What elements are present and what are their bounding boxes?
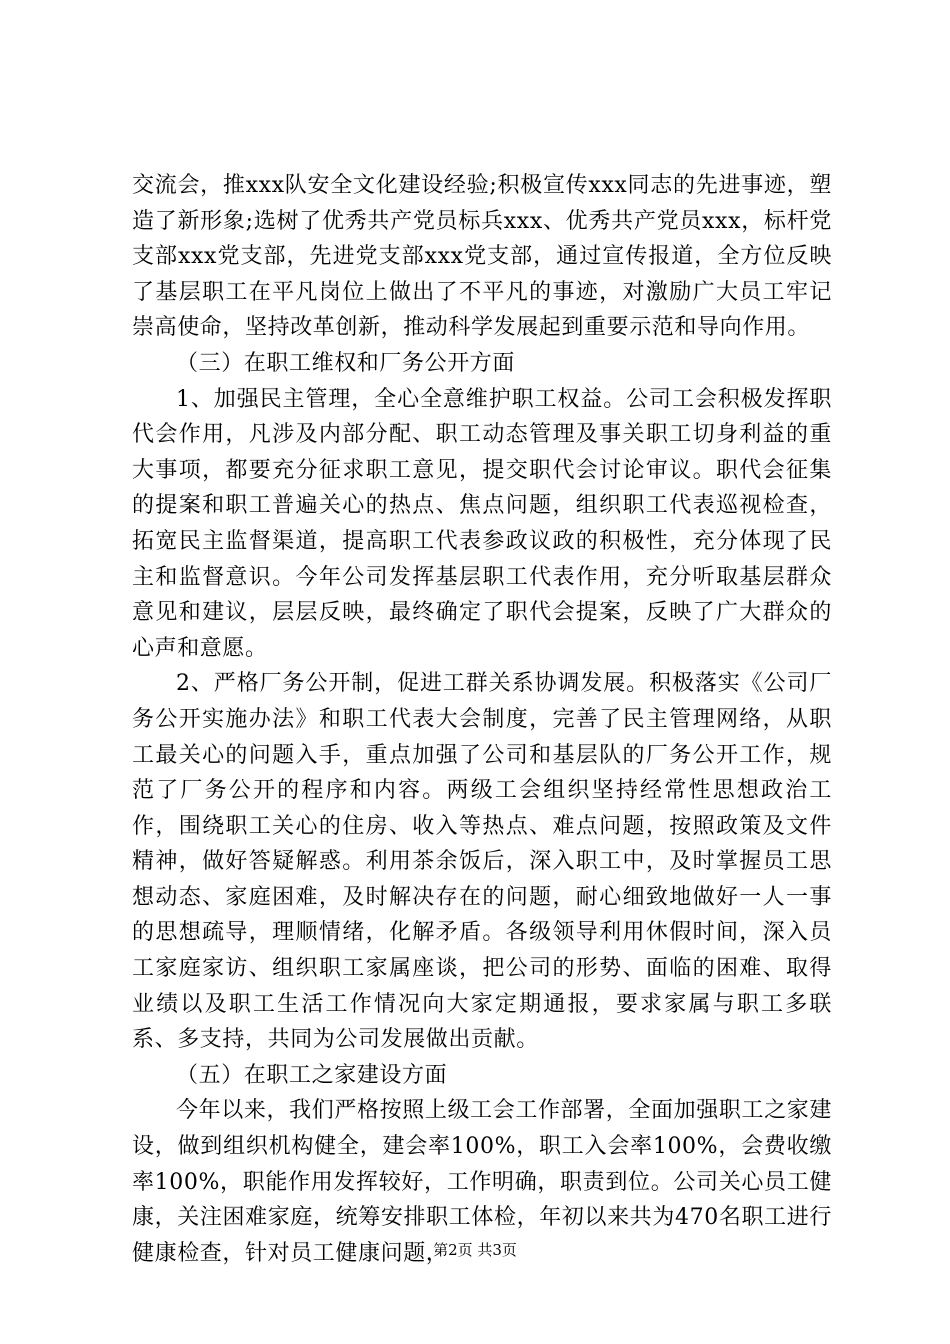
paragraph-factory-affairs: 2、严格厂务公开制，促进工群关系协调发展。积极落实《公司厂务公开实施办法》和职工代表大会制度，完善了民主管理网络，从职工最关心的问题入手，重点加强了公司和基层队的厂务公开工作，规范了厂务公开的程序和内容。两级工会组织坚持经常性思想政治工作，围绕职工关心的住房、收入等热点、难点问题，按照政策及文件精神，做好答疑解惑。利用茶余饭后，深入职工中，及时掌握员工思想动态、家庭困难，及时解决存在的问题，耐心细致地做好一人一事的思想疏导，理顺情绪，化解矛盾。各级领导利用休假时间，深入员工家庭家访、组织职工家属座谈，把公司的形势、面临的困难、取得业绩以及职工生活工作情况向大家定期通报，要求家属与职工多联系、多支持，共同为公司发展做出贡献。: [132, 671, 832, 1053]
section-heading-3: （三）在职工维权和厂务公开方面: [176, 350, 516, 376]
paragraph-staff-home: 今年以来，我们严格按照上级工会工作部署，全面加强职工之家建设，做到组织机构健全，建会率100%，职工入会率100%，会费收缴率100%，职能作用发挥较好，工作明确，职责到位。公司关心员工健康，关注困难家庭，统筹安排职工体检，年初以来共为470名职工进行健康检查，针对员工健康问题，: [132, 1098, 832, 1266]
document-body: [132, 168, 832, 1271]
paragraph-democratic-management: 1、加强民主管理，全心全意维护职工权益。公司工会积极发挥职代会作用，凡涉及内部分配、职工动态管理及事关职工切身利益的重大事项，都要充分征求职工意见，提交职代会讨论审议。职代会征集的提案和职工普遍关心的热点、焦点问题，组织职工代表巡视检查，拓宽民主监督渠道，提高职工代表参政议政的积极性，充分体现了民主和监督意识。今年公司发挥基层职工代表作用，充分听取基层群众意见和建议，层层反映，最终确定了职代会提案，反映了广大群众的心声和意愿。: [132, 386, 832, 661]
paragraph-continuation: 交流会，推xxx队安全文化建设经验;积极宣传xxx同志的先进事迹，塑造了新形象;选树了优秀共产党员标兵xxx、优秀共产党员xxx，标杆党支部xxx党支部，先进党支部xxx党支部，通过宣传报道，全方位反映了基层职工在平凡岗位上做出了不平凡的事迹，对激励广大员工牢记崇高使命，坚持改革创新，推动科学发展起到重要示范和导向作用。: [132, 173, 832, 341]
section-heading-5: （五）在职工之家建设方面: [176, 1062, 448, 1088]
page-footer: 第2页 共3页: [433, 1241, 517, 1259]
